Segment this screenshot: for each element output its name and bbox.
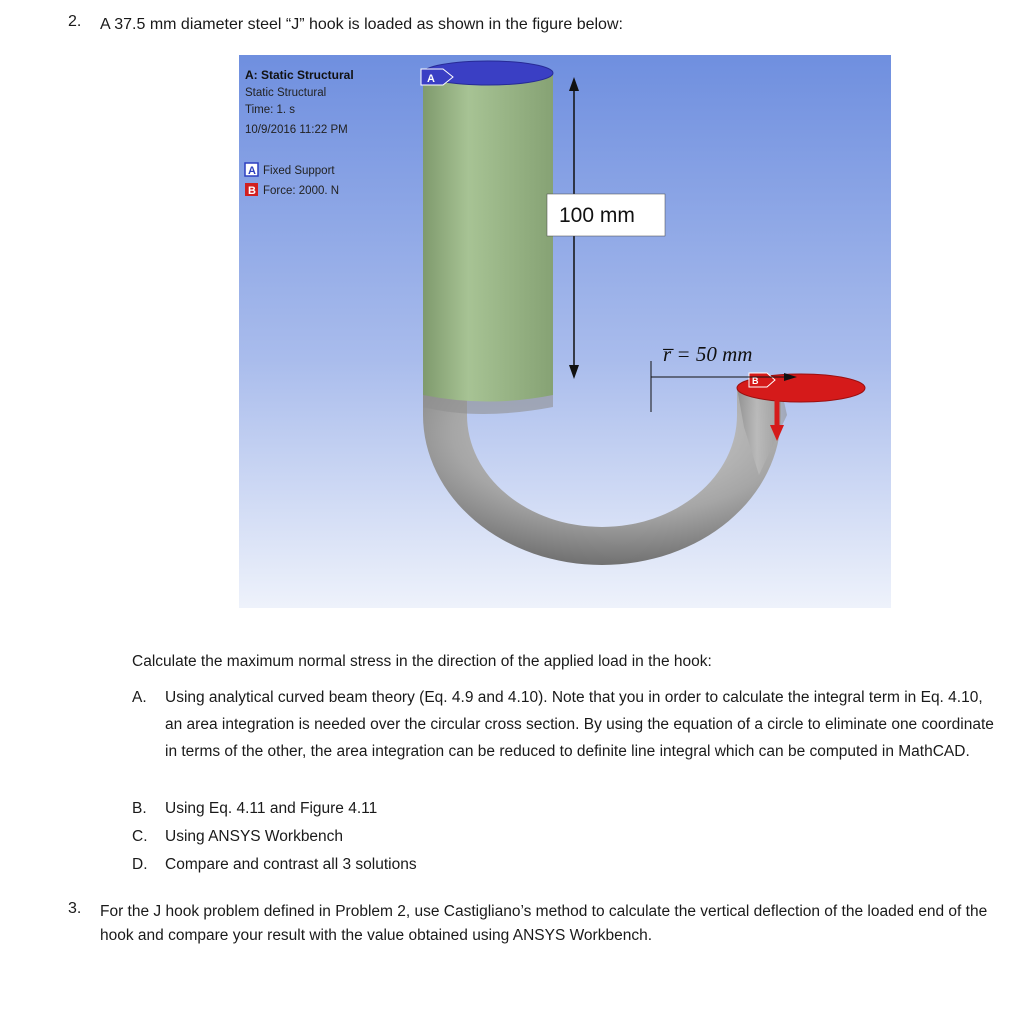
question-3-text: For the J hook problem defined in Problem 2, use Castigliano’s method to calculate the vertical deflection of the loaded end of the hook and compare your result with the value obtained using ANSYS Workbench.: [100, 903, 988, 944]
tag-b-letter: B: [752, 376, 759, 386]
legend-label-fixed-support: Fixed Support: [263, 165, 335, 177]
list-item-label: C.: [132, 828, 148, 845]
analysis-time: Time: 1. s: [245, 104, 296, 116]
question-2-stem: A 37.5 mm diameter steel “J” hook is loaded as shown in the figure below:: [100, 16, 623, 33]
list-item-text: Using analytical curved beam theory (Eq. 4.9 and 4.10). Note that you in order to calculate the integral term in Eq. 4.10, an area integration is needed over the circular cross section. By using the equation of a circle to eliminate one coordinate in terms of the other, the area integration can be reduced to definite line integral which can be computed in MathCAD.: [165, 689, 994, 760]
instruction-text: Calculate the maximum normal stress in the direction of the applied load in the hook:: [132, 653, 712, 670]
legend-fixed-support: [245, 163, 335, 177]
list-item-label: A.: [132, 689, 147, 706]
radius-label: r̅ = 50 mm: [663, 342, 753, 366]
list-item-text: Using ANSYS Workbench: [165, 828, 344, 845]
hook-shank: [423, 73, 553, 402]
question-3-number: 3.: [68, 900, 82, 917]
dimension-label: 100 mm: [559, 204, 635, 227]
analysis-type: Static Structural: [245, 87, 327, 99]
list-item-label: B.: [132, 800, 147, 817]
legend-tag-a: A: [248, 165, 256, 177]
list-item-label: D.: [132, 856, 148, 873]
question-2-number: 2.: [68, 13, 82, 30]
legend-label-force: Force: 2000. N: [263, 185, 340, 197]
list-item-text: Using Eq. 4.11 and Figure 4.11: [165, 800, 378, 817]
tag-a-letter: A: [427, 73, 435, 85]
legend-tag-b: B: [248, 185, 256, 197]
analysis-title: A: Static Structural: [245, 68, 354, 82]
list-item-text: Compare and contrast all 3 solutions: [165, 856, 417, 873]
j-hook-figure: [239, 55, 891, 608]
analysis-date: 10/9/2016 11:22 PM: [245, 124, 348, 136]
